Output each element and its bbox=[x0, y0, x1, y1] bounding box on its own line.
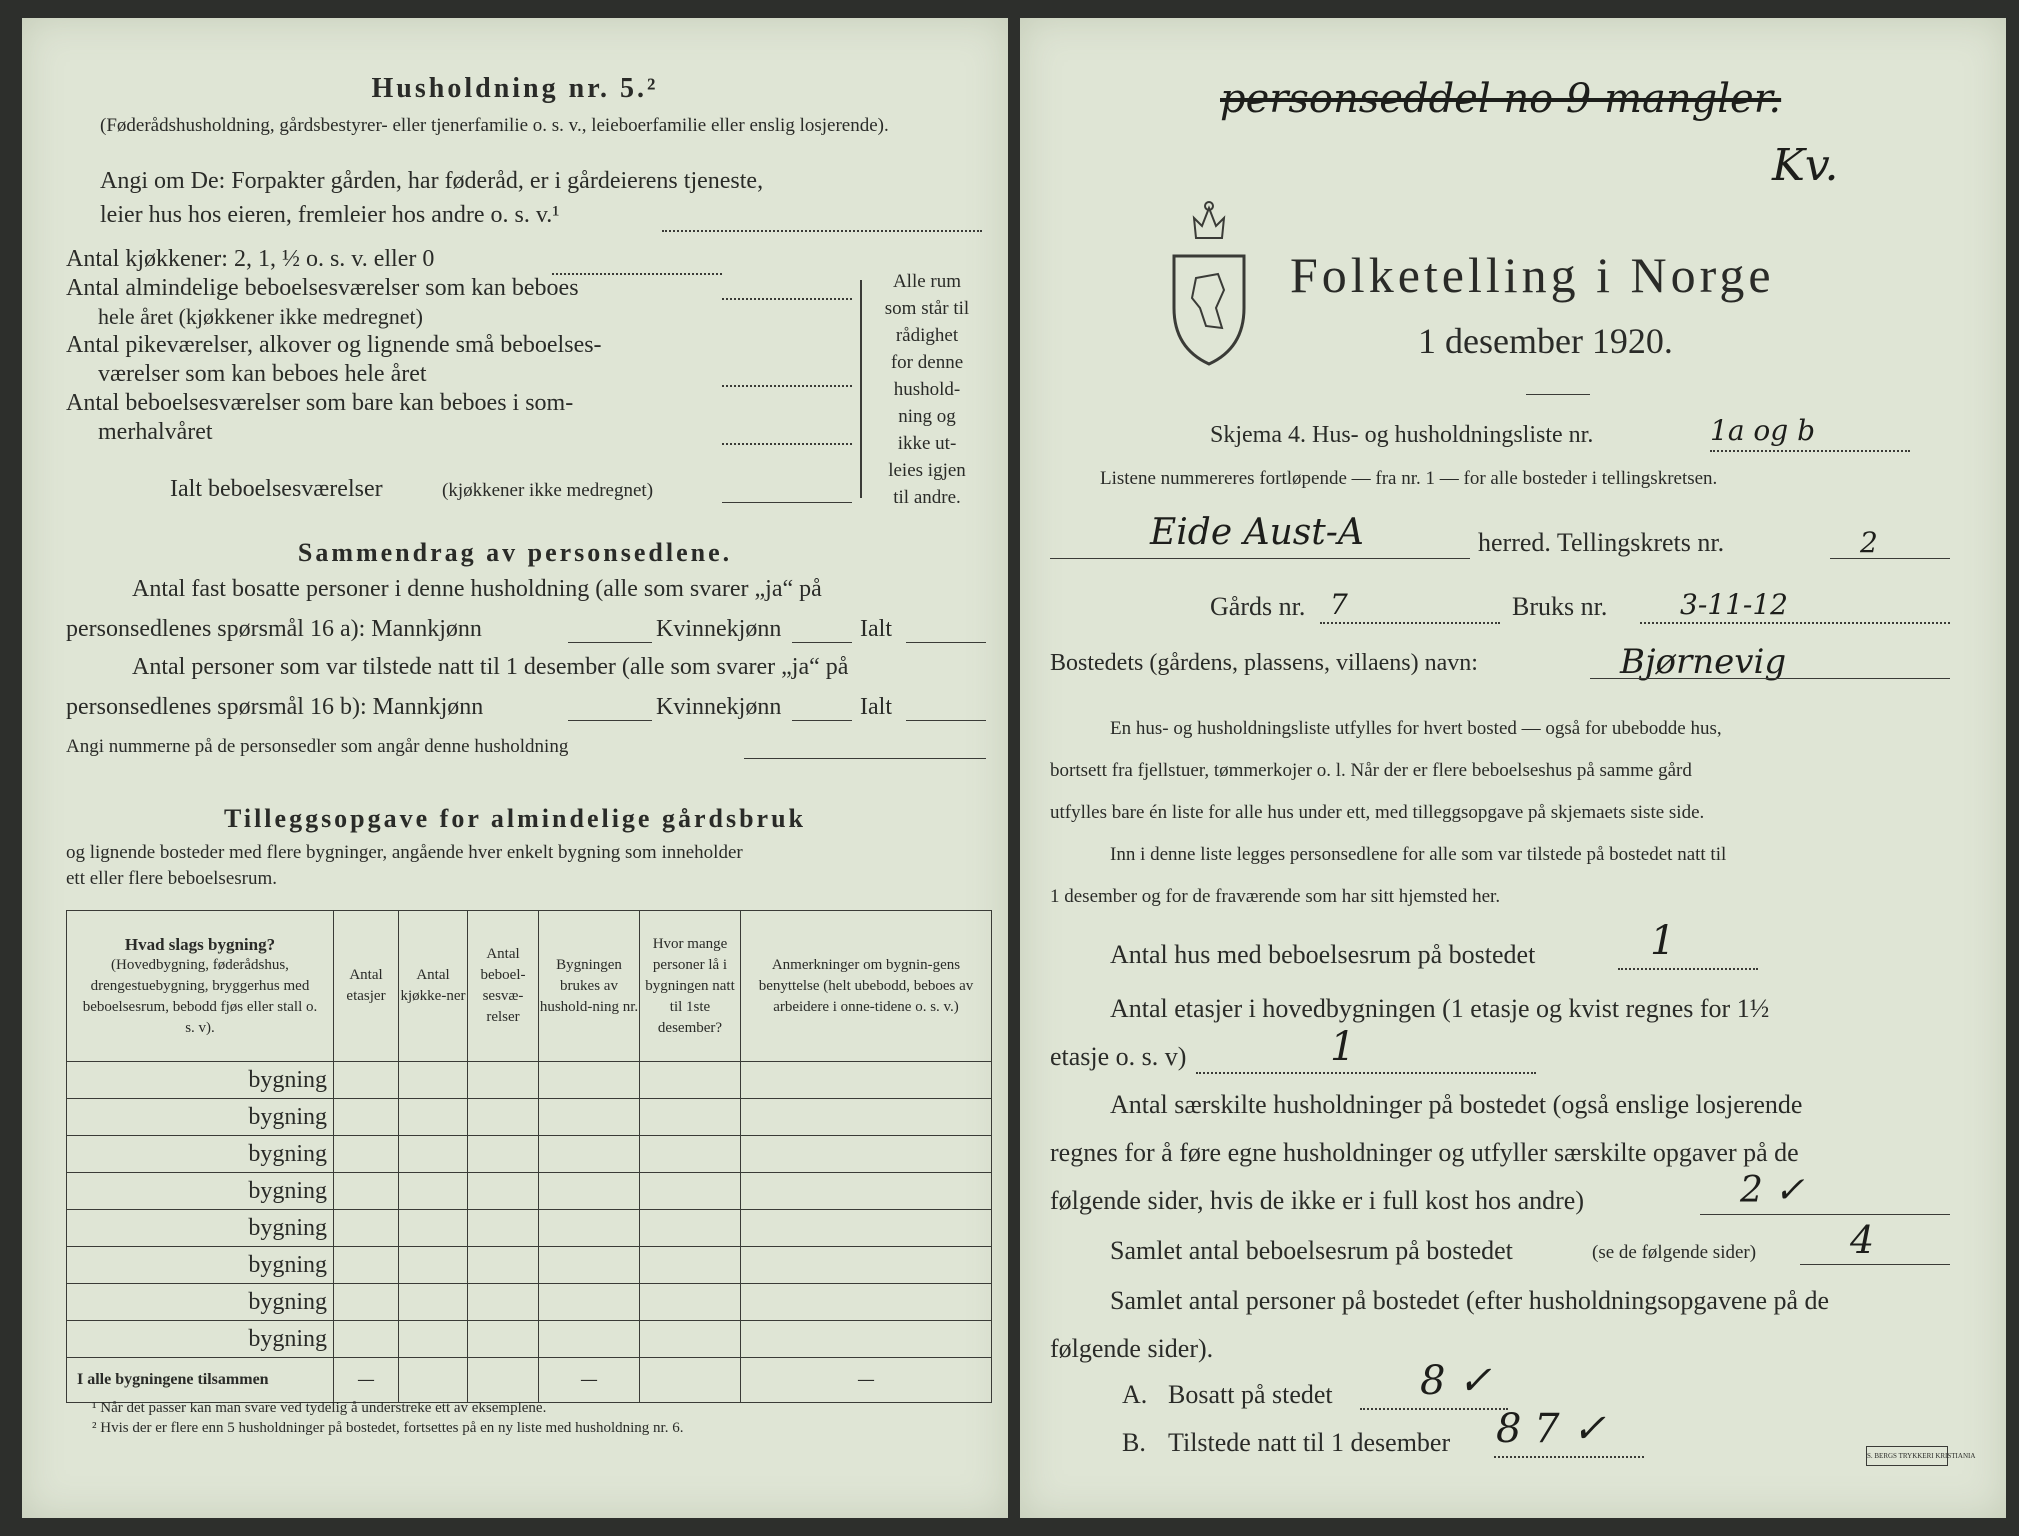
bruks-label: Bruks nr. bbox=[1512, 592, 1608, 621]
right-page bbox=[1020, 18, 2006, 1518]
samlet-pers-line-1: Samlet antal personer på bostedet (efter husholdningsopgavene på de bbox=[1110, 1286, 1830, 1315]
table-row-label: bygning bbox=[67, 1099, 334, 1136]
handwritten-initials: Kv. bbox=[1772, 140, 1839, 191]
census-date: 1 desember 1920. bbox=[1418, 321, 1673, 361]
a-value: 8 ✓ bbox=[1420, 1358, 1492, 1404]
th-building-type: Hvad slags bygning? (Hovedbygning, føderådshus, drengestuebygning, bryggerhus med beboelsesrum, bebodd fjøs eller stall o. s. v). bbox=[67, 911, 334, 1062]
room-row-maid-1: Antal pikeværelser, alkover og lignende små beboelses- bbox=[66, 332, 602, 358]
table-row-label: bygning bbox=[67, 1321, 334, 1358]
instr-2: bortsett fra fjellstuer, tømmerkojer o. l. Når der er flere beboelseshus på samme gård bbox=[1050, 760, 1692, 781]
samlet-pers-line-2: følgende sider). bbox=[1050, 1334, 1214, 1363]
summary-2-ialt: Ialt bbox=[860, 694, 892, 720]
th-rooms: Antal beboel-sesvæ-relser bbox=[468, 911, 539, 1062]
table-row-label: bygning bbox=[67, 1247, 334, 1284]
tellingskrets-value: 2 bbox=[1860, 526, 1878, 559]
etasjer-value: 1 bbox=[1330, 1024, 1356, 1070]
handwritten-note: personseddel no 9 mangler. bbox=[1220, 76, 1782, 122]
listene-note: Listene nummereres fortløpende — fra nr. 1 — for alle bosteder i tellingskretsen. bbox=[1100, 468, 1718, 489]
coat-of-arms-icon bbox=[1166, 198, 1252, 368]
samlet-rum-value: 4 bbox=[1850, 1218, 1875, 1262]
table-row-label: bygning bbox=[67, 1284, 334, 1321]
table-row-label: bygning bbox=[67, 1210, 334, 1247]
th-household-nr: Bygningen brukes av hushold-ning nr. bbox=[539, 911, 640, 1062]
instr-1: En hus- og husholdningsliste utfylles for hvert bosted — også for ubebodde hus, bbox=[1110, 718, 1722, 739]
ialt-label: Ialt beboelsesværelser bbox=[170, 476, 383, 502]
census-title: Folketelling i Norge bbox=[1290, 247, 1775, 303]
th-persons: Hvor mange personer lå i bygningen natt til 1ste desember? bbox=[640, 911, 741, 1062]
addendum-text-1: og lignende bosteder med flere bygninger, angående hver enkelt bygning som inneholder bbox=[66, 842, 743, 863]
footnote-2: ² Hvis der er flere enn 5 husholdninger på bostedet, fortsettes på en ny liste med husholdning nr. 6. bbox=[92, 1420, 684, 1436]
total-dash: — bbox=[334, 1358, 399, 1403]
saerskilte-line-2: regnes for å føre egne husholdninger og utfyller særskilte opgaver på de bbox=[1050, 1138, 1799, 1167]
angi-line-1: Angi om De: Forpakter gården, har føderåd, er i gårdeierens tjeneste, bbox=[100, 168, 764, 194]
summary-2a: Antal personer som var tilstede natt til 1 desember (alle som svarer „ja“ på bbox=[132, 654, 849, 680]
summary-1-ialt: Ialt bbox=[860, 616, 892, 642]
saerskilte-line-1: Antal særskilte husholdninger på bostedet (også enslige losjerende bbox=[1110, 1090, 1803, 1119]
bosted-value: Bjørnevig bbox=[1620, 642, 1787, 682]
skjema-label: Skjema 4. Hus- og husholdningsliste nr. bbox=[1210, 422, 1594, 448]
room-row-kitchens: Antal kjøkkener: 2, 1, ½ o. s. v. eller 0 bbox=[66, 246, 435, 272]
angi-nummerne: Angi nummerne på de personsedler som angår denne husholdning bbox=[66, 736, 569, 757]
bosted-label: Bostedets (gårdens, plassens, villaens) navn: bbox=[1050, 650, 1478, 676]
instr-5: 1 desember og for de fraværende som har sitt hjemsted her. bbox=[1050, 886, 1501, 907]
th-floors: Antal etasjer bbox=[334, 911, 399, 1062]
a-text: Bosatt på stedet bbox=[1168, 1380, 1333, 1409]
skjema-value: 1a og b bbox=[1710, 414, 1816, 447]
room-row-summer-2: merhalvåret bbox=[98, 419, 213, 445]
b-text: Tilstede natt til 1 desember bbox=[1168, 1428, 1451, 1457]
summary-1b: personsedlenes spørsmål 16 a): Mannkjønn bbox=[66, 616, 482, 642]
etasjer-line-2: etasje o. s. v) bbox=[1050, 1042, 1187, 1071]
table-row-label: bygning bbox=[67, 1136, 334, 1173]
addendum-title: Tilleggsopgave for almindelige gårdsbruk bbox=[223, 804, 807, 833]
household-note: (Føderådshusholdning, gårdsbestyrer- eller tjenerfamilie o. s. v., leieboerfamilie eller enslig losjerende). bbox=[100, 115, 889, 136]
summary-title: Sammendrag av personsedlene. bbox=[297, 538, 733, 567]
buildings-table bbox=[66, 910, 992, 1403]
gards-value: 7 bbox=[1330, 588, 1348, 621]
summary-2b: personsedlenes spørsmål 16 b): Mannkjønn bbox=[66, 694, 484, 720]
instr-4: Inn i denne liste legges personsedlene for alle som var tilstede på bostedet natt til bbox=[1110, 844, 1727, 865]
saerskilte-value: 2 ✓ bbox=[1740, 1170, 1805, 1211]
left-page bbox=[22, 18, 1008, 1518]
total-dash: — bbox=[741, 1358, 992, 1403]
table-row-label: bygning bbox=[67, 1062, 334, 1099]
herred-value: Eide Aust-A bbox=[1150, 512, 1364, 553]
total-dash: — bbox=[539, 1358, 640, 1403]
saerskilte-line-3: følgende sider, hvis de ikke er i full kost hos andre) bbox=[1050, 1186, 1584, 1215]
antal-hus-value: 1 bbox=[1650, 918, 1676, 964]
side-note: Alle rum som står til rådighet for denne hushold- ning og ikke ut- leies igjen til andre. bbox=[884, 271, 970, 508]
room-row-maid-2: værelser som kan beboes hele året bbox=[98, 361, 427, 387]
samlet-rum-note: (se de følgende sider) bbox=[1592, 1242, 1757, 1263]
brace bbox=[860, 280, 862, 498]
antal-hus-label: Antal hus med beboelsesrum på bostedet bbox=[1110, 940, 1536, 969]
herred-label: herred. Tellingskrets nr. bbox=[1478, 528, 1725, 557]
etasjer-line-1: Antal etasjer i hovedbygningen (1 etasje og kvist regnes for 1½ bbox=[1110, 994, 1770, 1023]
summary-1-kvinne: Kvinnekjønn bbox=[656, 616, 782, 642]
gards-label: Gårds nr. bbox=[1210, 592, 1306, 621]
footnote-1: ¹ Når det passer kan man svare ved tydelig å understreke ett av eksemplene. bbox=[92, 1400, 547, 1416]
th-kitchens: Antal kjøkke-ner bbox=[399, 911, 468, 1062]
room-row-ordinary-1: Antal almindelige beboelsesværelser som kan beboes bbox=[66, 275, 579, 301]
summary-2-kvinne: Kvinnekjønn bbox=[656, 694, 782, 720]
angi-line-2: leier hus hos eieren, fremleier hos andre o. s. v.¹ bbox=[100, 202, 560, 228]
summary-1a: Antal fast bosatte personer i denne husholdning (alle som svarer „ja“ på bbox=[132, 576, 822, 602]
table-total-label: I alle bygningene tilsammen bbox=[67, 1358, 334, 1403]
addendum-text-2: ett eller flere beboelsesrum. bbox=[66, 868, 278, 889]
printer-mark: S. BERGS TRYKKERI KRISTIANIA bbox=[1866, 1446, 1948, 1466]
household-title: Husholdning nr. 5.² bbox=[371, 73, 659, 104]
th-remarks: Anmerkninger om bygnin-gens benyttelse (helt ubebodd, beboes av arbeidere i onne-tidene o. s. v.) bbox=[741, 911, 992, 1062]
room-row-ordinary-2: hele året (kjøkkener ikke medregnet) bbox=[98, 304, 423, 329]
ialt-note: (kjøkkener ikke medregnet) bbox=[442, 480, 654, 501]
b-value: 8 7 ✓ bbox=[1496, 1406, 1606, 1452]
bruks-value: 3-11-12 bbox=[1680, 588, 1788, 621]
room-row-summer-1: Antal beboelsesværelser som bare kan beboes i som- bbox=[66, 390, 574, 416]
instr-3: utfylles bare én liste for alle hus under ett, med tilleggsopgave på skjemaets siste side. bbox=[1050, 802, 1705, 823]
b-label: B. bbox=[1122, 1428, 1146, 1457]
table-row-label: bygning bbox=[67, 1173, 334, 1210]
a-label: A. bbox=[1122, 1380, 1148, 1409]
samlet-rum-label: Samlet antal beboelsesrum på bostedet bbox=[1110, 1236, 1513, 1265]
